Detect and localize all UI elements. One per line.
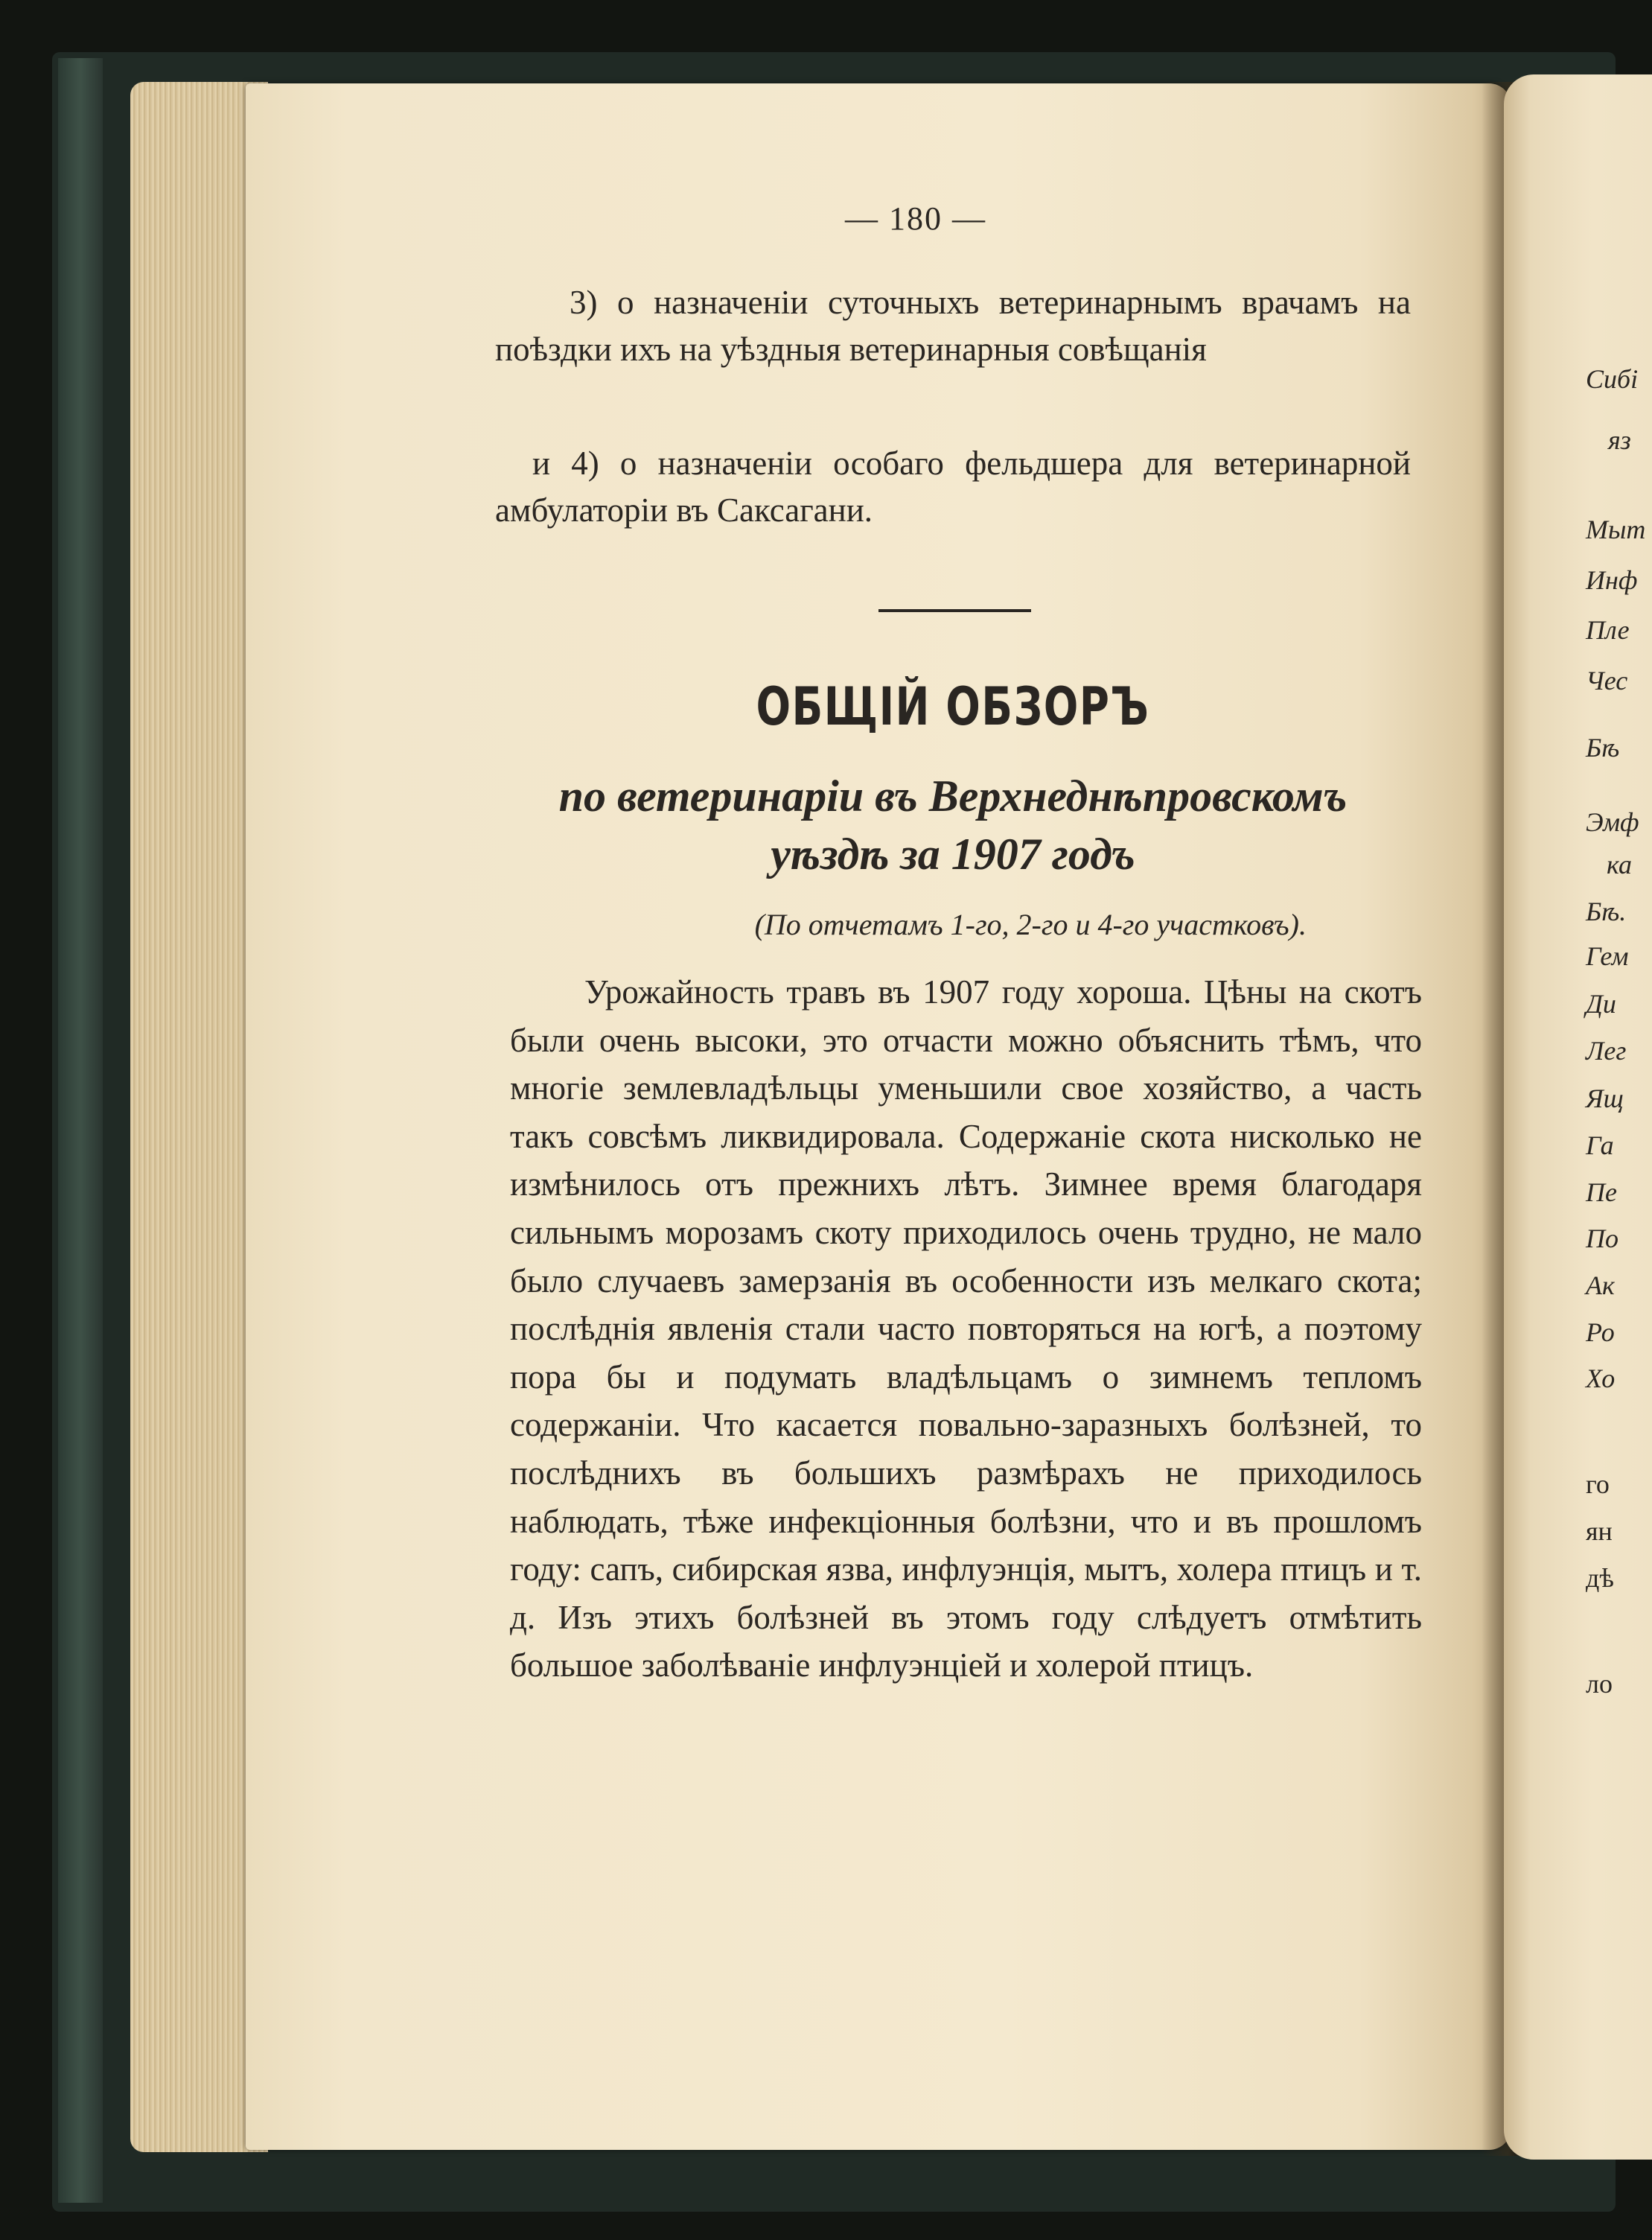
section-title: ОБЩІЙ ОБЗОРЪ xyxy=(756,676,1150,737)
facing-fragment: дѣ xyxy=(1586,1563,1614,1593)
facing-fragment: Лег xyxy=(1586,1036,1627,1066)
facing-fragment: Эмф xyxy=(1586,807,1639,837)
paragraph-item-3: 3) о назначеніи суточныхъ ветеринарнымъ врачамъ на поѣздки ихъ на уѣздныя ветеринарныя совѣщанія xyxy=(495,284,1411,368)
facing-fragment: Гем xyxy=(1586,941,1629,971)
source-note: (По отчетамъ 1-го, 2-го и 4-го участковъ). xyxy=(754,908,1307,941)
facing-fragment: Ро xyxy=(1586,1317,1615,1347)
page-number: — 180 — xyxy=(845,200,986,237)
facing-fragment: Пе xyxy=(1586,1177,1617,1207)
facing-fragment: ло xyxy=(1586,1669,1613,1699)
facing-fragment: Инф xyxy=(1586,565,1638,595)
facing-fragment: Мыт xyxy=(1586,515,1646,544)
spine-edge xyxy=(58,58,103,2203)
facing-fragment: Бѣ. xyxy=(1586,897,1627,926)
facing-fragment: яз xyxy=(1608,425,1631,455)
facing-fragment: По xyxy=(1586,1224,1618,1253)
facing-fragment: Бѣ xyxy=(1586,733,1620,763)
facing-fragment: Ящ xyxy=(1586,1084,1624,1113)
facing-fragment: ка xyxy=(1607,850,1632,879)
facing-fragment: Пле xyxy=(1586,615,1630,645)
facing-fragment: го xyxy=(1586,1469,1610,1499)
facing-fragment: Чес xyxy=(1586,666,1628,696)
facing-fragment: Га xyxy=(1586,1130,1614,1160)
body-paragraph: Урожайность травъ въ 1907 году хороша. Цѣны на скотъ были очень высоки, это отчасти можно объяснить тѣмъ, что многіе землевладѣльцы уменьшили свое хозяйство, а часть такъ совсѣмъ ликвидировала. Содержаніе скота нисколько не измѣнилось отъ прежнихъ лѣтъ. Зимнее время благодаря сильнымъ морозамъ скоту приходилось очень трудно, не мало было случаевъ замерзанія въ особенности изъ мелкаго скота; послѣднія явленія стали часто повторяться на югѣ, а поэтому пора бы и подумать владѣльцамъ о зимнемъ тепломъ содержаніи. Что касается повально-заразныхъ болѣзней, то послѣднихъ въ большихъ размѣрахъ не приходилось наблюдать, тѣже инфекціонныя болѣзни, что и въ прошломъ году: сапъ, сибирская язва, инфлуэнція, мытъ, холера птицъ и т. д. Изъ этихъ болѣзней въ этомъ году слѣдуетъ отмѣтить большое заболѣваніе инфлуэнціей и холерой птицъ. xyxy=(510,973,1422,1684)
facing-fragment: Ак xyxy=(1586,1270,1615,1300)
facing-fragment: Ди xyxy=(1586,989,1616,1019)
facing-fragment: ян xyxy=(1586,1516,1613,1546)
facing-fragment: Хо xyxy=(1586,1364,1616,1393)
paragraph-item-4: и 4) о назначеніи особаго фельдшера для ветеринарной амбулаторіи въ Саксагани. xyxy=(495,445,1411,529)
section-subtitle: по ветеринаріи въ Верхнеднѣпровскомъ уѣздѣ за 1907 годъ xyxy=(558,771,1348,879)
facing-fragment: Сибі xyxy=(1586,364,1639,394)
section-divider xyxy=(878,609,1031,612)
